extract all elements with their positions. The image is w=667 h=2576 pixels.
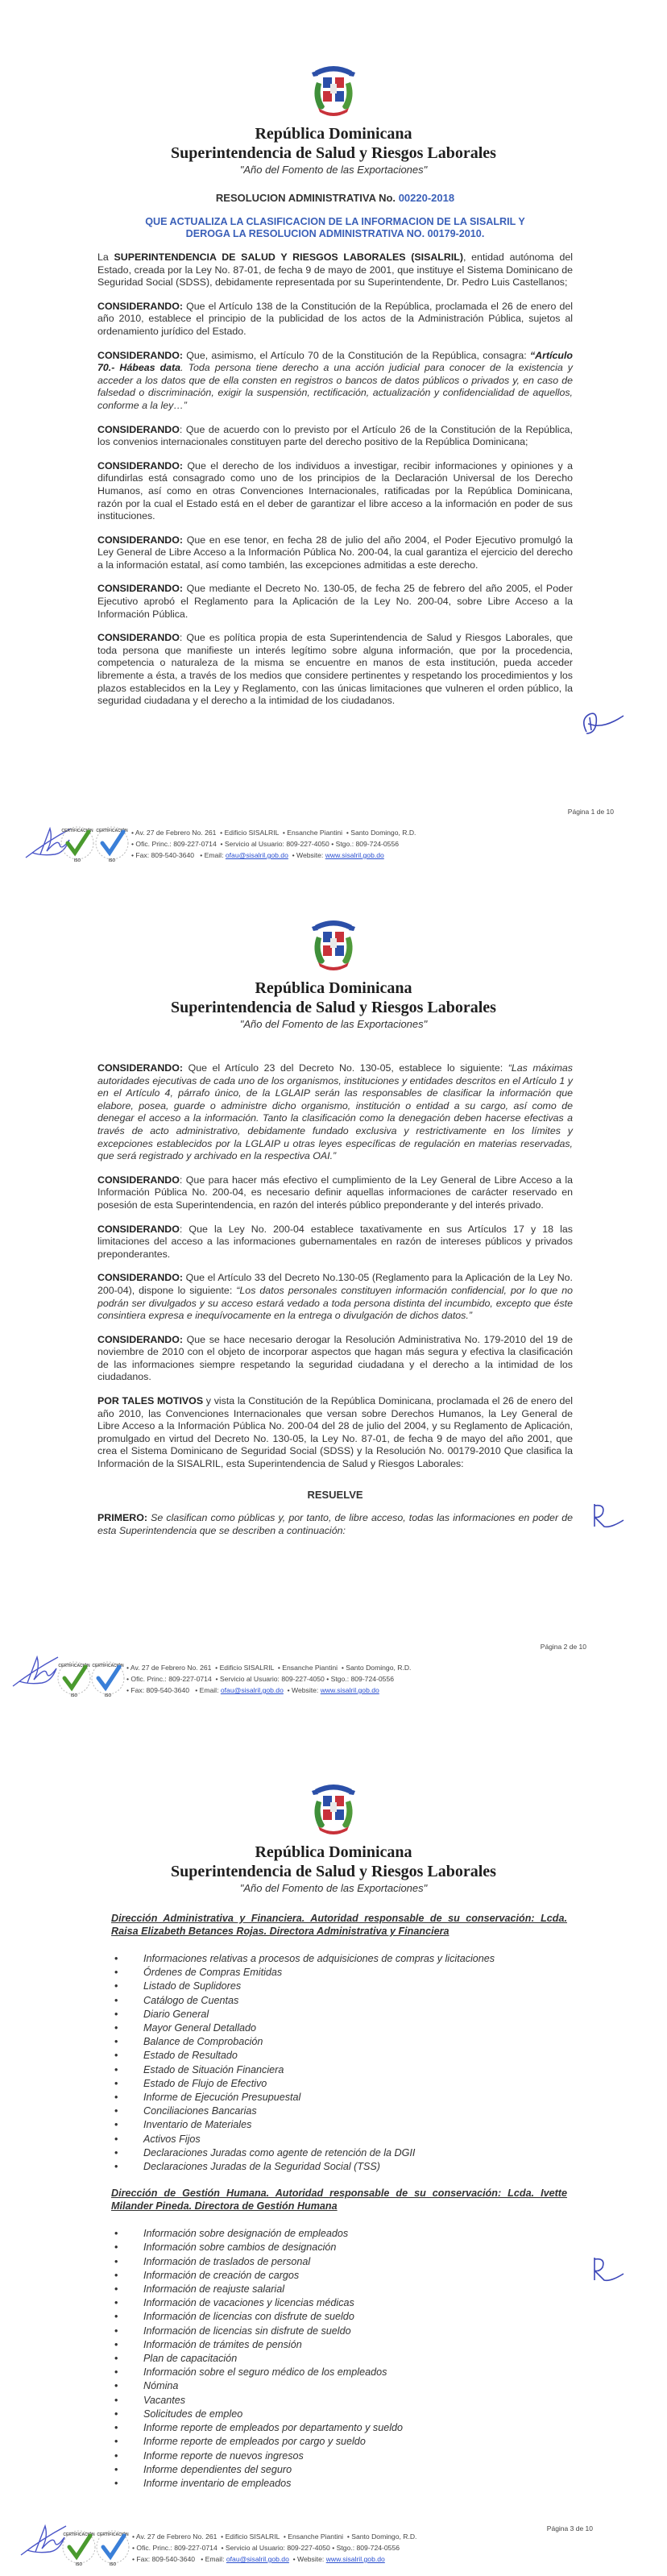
considerando-text: Que el Artículo 138 de la Constitución de la República, proclamada el 26 de enero del año 2010, establece el principio de la publicidad de los actos de la Administración Pública, sujetos al ordenamiento jurídico del Estado. xyxy=(97,300,573,337)
list-item: • Información de vacaciones y licencias médicas xyxy=(111,2296,567,2310)
considerando-paragraph xyxy=(97,301,573,339)
list-item: • Información de licencias con disfrute de sueldo xyxy=(111,2310,567,2324)
por-tales-motivos-paragraph xyxy=(97,1395,573,1471)
letterhead xyxy=(0,978,667,1032)
list-item: • Informe de Ejecución Presupuestal xyxy=(111,2091,567,2104)
address-building: Edificio SISALRIL xyxy=(225,2532,280,2541)
considerando-text: : Que es política propia de esta Superintendencia de Salud y Riesgos Laborales, que toda persona que manifieste un interés legítimo sobre alguna información, que por la procedencia, competencia o naturaleza de la misma se encuentre en manos de esta institución, pueda acceder libremente a ésta, a través de los medios que considere pertinentes y respetando los procedimientos y los plazos establecidos en la Ley y Reglamento, con las únicas limitaciones que vulneren el orden público, la seguridad ciudadana y el derecho a la intimidad de los ciudadanos. xyxy=(97,632,573,707)
motto: "Año del Fomento de las Exportaciones" xyxy=(239,1882,428,1894)
quote-heading: “Artículo 70.- Hábeas data xyxy=(97,349,573,374)
website-label: Website: xyxy=(292,1686,319,1694)
list-item: • Conciliaciones Bancarias xyxy=(111,2104,567,2118)
address-sector: Ensanche Piantini xyxy=(282,1664,338,1672)
intro-paragraph xyxy=(97,251,573,289)
contact-info xyxy=(132,2531,416,2565)
list-item: • Información de licencias sin disfrute de sueldo xyxy=(111,2325,567,2338)
list-item: • Activos Fijos xyxy=(111,2133,567,2146)
list-item: • Información de creación de cargos xyxy=(111,2269,567,2283)
page-number: Página 2 de 10 xyxy=(540,1643,586,1651)
address-sector: Ensanche Piantini xyxy=(288,2532,344,2541)
initials-signature-icon xyxy=(586,1499,627,1531)
considerando-text: : Que la Ley No. 200-04 establece taxativamente en sus Artículos 17 y 18 las limitaciones del acceso a las informaciones gubernamentales en razón de intereses públicos y privados preponderantes. xyxy=(97,1223,573,1260)
considerando-label: CONSIDERANDO: xyxy=(97,1062,184,1074)
primero-text: Se clasifican como públicas y, por tanto, de libre acceso, todas las informaciones en poder de esta Superintendencia que se describen a continuación: xyxy=(97,1512,573,1536)
address-sector: Ensanche Piantini xyxy=(287,829,343,837)
considerando-text: Que mediante el Decreto No. 130-05, de fecha 25 de febrero del año 2005, el Poder Ejecutivo aprobó el Reglamento para la Aplicación de la Ley No. 200-04, sobre Libre Acceso a la Información Pública. xyxy=(97,583,573,620)
list-item: • Balance de Comprobación xyxy=(111,2035,567,2049)
quote-text: “Los datos personales constituyen información confidencial, por lo que no podrán ser divulgados y su acceso estará vedado a toda persona distinta del incumbido, excepto que éste consintiera expresa e inequívocamente en la entrega o divulgación de dichos datos.” xyxy=(97,1284,573,1322)
list-item: • Informe dependientes del seguro xyxy=(111,2463,567,2477)
web-line: • Fax: 809-540-3640 • Email: ofau@sisalril.gob.do • Website: www.sisalril.gob.do xyxy=(131,851,384,859)
email-link[interactable]: ofau@sisalril.gob.do xyxy=(220,1686,284,1694)
quote-text: “Las máximas autoridades ejecutivas de cada uno de los organismos, instituciones y entidades descritos en el Artículo 1 y en el Artículo 4, párrafo único, de la LGLAIP serán las responsables de clasificar la información que elabore, posea, guarde o administre dicho organismo, institución o entidad a su cargo, así como de denegar el acceso a la información. Tanto la clasificación como la denegación deben hacerse efectivas a través de acto administrativo, debidamente fundado exclusiva y restrictivamente en los límites y excepciones establecidos por la LGLAIP u otras leyes específicas de regulación en materias reservadas, que será registrado y archivado en la respectiva OAI.” xyxy=(97,1062,573,1162)
list-item: • Información de reajuste salarial xyxy=(111,2283,567,2296)
por-tales-label: POR TALES MOTIVOS xyxy=(97,1395,204,1407)
considerando-text: Que el derecho de los individuos a investigar, recibir informaciones y opiniones y a difundirlas está consagrado como uno de los principios de la Declaración Universal de los Derecho Humanos, así como en otras Convenciones Internacionales, ratificadas por la República Dominicana, razón por la cual el Estado está en el deber de garantizar el libre acceso a la información en poder de sus instituciones. xyxy=(97,459,573,522)
phone-line: • Ofic. Princ.: 809-227-0714 • Servicio al Usuario: 809-227-4050 • Stgo.: 809-724-0556 xyxy=(132,2544,400,2552)
phone-stgo: Stgo.: 809-724-0556 xyxy=(335,840,399,848)
considerando-label: CONSIDERANDO: xyxy=(97,583,184,595)
address-city: Santo Domingo, R.D. xyxy=(350,829,416,837)
address-street: Av. 27 de Febrero No. 261 xyxy=(135,2532,218,2541)
website-link[interactable]: www.sisalril.gob.do xyxy=(325,2555,385,2563)
email-label: Email: xyxy=(205,2555,225,2563)
agency-title: Superintendencia de Salud y Riesgos Laborales xyxy=(171,999,496,1016)
list-item: • Información sobre el seguro médico de los empleados xyxy=(111,2366,567,2379)
website-label: Website: xyxy=(296,851,324,859)
phone-stgo: Stgo.: 809-724-0556 xyxy=(330,1675,394,1683)
resolution-label: RESOLUCION ADMINISTRATIVA No. xyxy=(215,192,396,204)
contact-info xyxy=(126,1662,411,1696)
list-item: • Información sobre cambios de designación xyxy=(111,2241,567,2254)
letterhead xyxy=(0,1843,667,1896)
list-item: • Solicitudes de empleo xyxy=(111,2408,567,2421)
list-item: • Vacantes xyxy=(111,2394,567,2408)
list-item: • Nómina xyxy=(111,2379,567,2393)
considerando-paragraph xyxy=(97,1062,573,1163)
considerando-paragraph xyxy=(97,583,573,621)
considerando-label: CONSIDERANDO: xyxy=(97,349,184,361)
page-1 xyxy=(0,0,667,870)
primero-label: PRIMERO: xyxy=(97,1512,147,1524)
considerando-paragraph xyxy=(97,534,573,572)
initials-signature-icon xyxy=(586,2253,627,2285)
address-city: Santo Domingo, R.D. xyxy=(346,1664,412,1672)
website-label: Website: xyxy=(297,2555,325,2563)
iso-27001-seal-icon xyxy=(94,824,130,864)
resolution-subtitle-2: DEROGA LA RESOLUCION ADMINISTRATIVA NO. 00179-2010. xyxy=(185,228,485,239)
phone-service: Servicio al Usuario: 809-227-4050 xyxy=(225,2544,330,2552)
primero-paragraph xyxy=(97,1512,573,1537)
website-link[interactable]: www.sisalril.gob.do xyxy=(320,1686,379,1694)
resolution-subtitle-1: QUE ACTUALIZA LA CLASIFICACION DE LA INFORMACION DE LA SISALRIL Y xyxy=(145,216,525,227)
intro-text: , entidad autónoma del Estado, creada por la Ley No. 87-01, de fecha 9 de mayo de 2001, que instituye el Sistema Dominicano de Seguridad Social (SDSS), debidamente representada por su Superintendente, Dr. Pedro Luis Castellanos; xyxy=(97,251,573,289)
list-item: • Estado de Resultado xyxy=(111,2049,567,2063)
section-heading-gestion-humana: Dirección de Gestión Humana. Autoridad responsable de su conservación: Lcda. Ivette Milander Pineda. Directora de Gestión Humana xyxy=(111,2188,567,2212)
phone-main: Ofic. Princ.: 809-227-0714 xyxy=(130,1675,212,1683)
considerando-paragraph xyxy=(97,1224,573,1261)
resolution-title xyxy=(97,192,573,205)
considerando-paragraph xyxy=(97,1174,573,1212)
iso-9001-seal-icon xyxy=(56,1659,92,1699)
list-gestion-humana xyxy=(111,2227,567,2491)
page-footer xyxy=(0,2512,667,2576)
page-1-body xyxy=(97,192,573,719)
list-item: • Informe reporte de empleados por departamento y sueldo xyxy=(111,2421,567,2435)
page-2 xyxy=(0,870,667,1725)
address-building: Edificio SISALRIL xyxy=(224,829,280,837)
address-building: Edificio SISALRIL xyxy=(219,1664,275,1672)
coat-of-arms-icon xyxy=(309,61,358,119)
web-line: • Fax: 809-540-3640 • Email: ofau@sisalril.gob.do • Website: www.sisalril.gob.do xyxy=(132,2555,385,2563)
phone-line: • Ofic. Princ.: 809-227-0714 • Servicio al Usuario: 809-227-4050 • Stgo.: 809-724-0556 xyxy=(126,1675,394,1683)
page-number: Página 3 de 10 xyxy=(546,2524,593,2532)
list-item: • Informe inventario de empleados xyxy=(111,2477,567,2491)
considerando-label: CONSIDERANDO xyxy=(97,1174,180,1186)
considerando-text: Que, asimismo, el Artículo 70 de la Constitución de la República, consagra: xyxy=(183,349,530,361)
fax: Fax: 809-540-3640 xyxy=(135,851,195,859)
website-link[interactable]: www.sisalril.gob.do xyxy=(325,851,384,859)
page-3-body xyxy=(111,1912,567,2503)
quote-text: . Toda persona tiene derecho a una acción judicial para conocer de la existencia y acceder a los datos que de ella consten en registros o bancos de datos públicos o privados y, en caso de falsedad o discriminación, exigir la suspensión, rectificación, actualización y confidencialidad de aquellos, conforme a la ley…” xyxy=(97,362,574,411)
considerando-label: CONSIDERANDO: xyxy=(97,534,184,546)
iso-9001-seal-icon xyxy=(61,2528,97,2568)
motto: "Año del Fomento de las Exportaciones" xyxy=(239,1018,428,1030)
considerando-paragraph xyxy=(97,424,573,449)
address-street: Av. 27 de Febrero No. 261 xyxy=(135,829,217,837)
address-city: Santo Domingo, R.D. xyxy=(351,2532,417,2541)
considerando-label: CONSIDERANDO: xyxy=(97,459,184,472)
considerando-paragraph xyxy=(97,350,573,413)
considerando-paragraph xyxy=(97,460,573,523)
considerando-text: : Que de acuerdo con lo previsto por el Artículo 26 de la Constitución de la República, los convenios internacionales constituyen parte del derecho positivo de la República Dominicana; xyxy=(97,423,573,448)
list-item: • Información de traslados de personal xyxy=(111,2255,567,2269)
considerando-paragraph xyxy=(97,1334,573,1384)
contact-info xyxy=(131,827,416,861)
address-street: Av. 27 de Febrero No. 261 xyxy=(130,1664,212,1672)
address-line: • Av. 27 de Febrero No. 261 • Edificio SISALRIL • Ensanche Piantini • Santo Domingo, R.D. xyxy=(131,829,416,837)
intro-entity: SUPERINTENDENCIA DE SALUD Y RIESGOS LABORALES (SISALRIL) xyxy=(114,251,463,263)
country-title: República Dominicana xyxy=(255,1843,412,1861)
fax: Fax: 809-540-3640 xyxy=(130,1686,190,1694)
iso-27001-seal-icon xyxy=(90,1659,126,1699)
address-line: • Av. 27 de Febrero No. 261 • Edificio SISALRIL • Ensanche Piantini • Santo Domingo, R.D. xyxy=(126,1664,412,1672)
phone-line: • Ofic. Princ.: 809-227-0714 • Servicio al Usuario: 809-227-4050 • Stgo.: 809-724-0556 xyxy=(131,840,399,848)
phone-main: Ofic. Princ.: 809-227-0714 xyxy=(136,2544,218,2552)
agency-title: Superintendencia de Salud y Riesgos Laborales xyxy=(171,144,496,162)
list-item: • Informaciones relativas a procesos de adquisiciones de compras y licitaciones xyxy=(111,1952,567,1966)
considerando-label: CONSIDERANDO xyxy=(97,632,180,644)
considerando-paragraph xyxy=(97,1272,573,1322)
email-link[interactable]: ofau@sisalril.gob.do xyxy=(226,2555,289,2563)
considerando-paragraph xyxy=(97,632,573,708)
list-administrativa xyxy=(111,1952,567,2174)
phone-service: Servicio al Usuario: 809-227-4050 xyxy=(219,1675,325,1683)
section-heading-administrativa: Dirección Administrativa y Financiera. Autoridad responsable de su conservación: Lcda. Raisa Elizabeth Betances Rojas. Directora Administrativa y Financiera xyxy=(111,1913,567,1937)
email-link[interactable]: ofau@sisalril.gob.do xyxy=(225,851,288,859)
list-item: • Mayor General Detallado xyxy=(111,2021,567,2035)
country-title: República Dominicana xyxy=(255,979,412,997)
page-footer xyxy=(0,1635,667,1699)
considerando-text: Que se hace necesario derogar la Resolución Administrativa No. 179-2010 del 19 de noviembre de 2010 con el objeto de incorporar aspectos que hagan más segura y efectiva la clasificación de las informaciones siempre respetando la seguridad ciudadana y el derecho a la intimidad de los ciudadanos. xyxy=(97,1333,573,1383)
list-item: • Estado de Situación Financiera xyxy=(111,2063,567,2077)
considerando-text: : Que para hacer más efectivo el cumplimiento de la Ley General de Libre Acceso a la Información Pública No. 200-04, es necesario definir aquellas informaciones de carácter reservado en posesión de esta Superintendencia, en razón del interés público preponderante y del interés privado. xyxy=(97,1174,573,1211)
list-item: • Declaraciones Juradas como agente de retención de la DGII xyxy=(111,2146,567,2160)
por-tales-text: y vista la Constitución de la República Dominicana, proclamada el 26 de enero del año 2010, las Convenciones Internacionales que versan sobre Derechos Humanos, la Ley General de Libre Acceso a la Información Pública No. 200-04 del 28 de julio del 2004, y su Reglamento de Aplicación, promulgado en virtud del Decreto No. 130-05, la Ley No. 87-01, de fecha 9 de mayo del año 2001, que crea el Sistema Dominicano de Seguridad Social (SDSS) y la Resolución No. 00179-2010 Que clasifica la Información de la SISALRIL, esta Superintendencia de Salud y Riesgos Laborales: xyxy=(97,1395,573,1470)
intro-prefix: La xyxy=(97,251,114,263)
initials-signature-icon xyxy=(578,709,627,742)
list-item: • Órdenes de Compras Emitidas xyxy=(111,1966,567,1980)
phone-stgo: Stgo.: 809-724-0556 xyxy=(336,2544,400,2552)
list-item: • Información sobre designación de empleados xyxy=(111,2227,567,2241)
considerando-label: CONSIDERANDO: xyxy=(97,1272,184,1284)
considerando-label: CONSIDERANDO: xyxy=(97,1333,184,1345)
page-number: Página 1 de 10 xyxy=(567,808,614,816)
phone-main: Ofic. Princ.: 809-227-0714 xyxy=(135,840,217,848)
list-item: • Inventario de Materiales xyxy=(111,2118,567,2132)
coat-of-arms-icon xyxy=(309,916,358,974)
list-item: • Información de trámites de pensión xyxy=(111,2338,567,2352)
web-line: • Fax: 809-540-3640 • Email: ofau@sisalril.gob.do • Website: www.sisalril.gob.do xyxy=(126,1686,379,1694)
list-item: • Estado de Flujo de Efectivo xyxy=(111,2077,567,2091)
iso-9001-seal-icon xyxy=(60,824,95,864)
email-label: Email: xyxy=(204,851,224,859)
considerando-text: Que en ese tenor, en fecha 28 de julio del año 2004, el Poder Ejecutivo promulgó la Ley General de Libre Acceso a la Información Pública No. 200-04, la cual garantiza el ejercicio del derecho a la información estatal, así como también, las excepciones admitidas a este derecho. xyxy=(97,534,573,571)
iso-27001-seal-icon xyxy=(95,2528,130,2568)
list-item: • Plan de capacitación xyxy=(111,2352,567,2366)
list-item: • Catálogo de Cuentas xyxy=(111,1994,567,2008)
list-item: • Informe reporte de empleados por cargo y sueldo xyxy=(111,2435,567,2449)
page-footer xyxy=(0,806,667,870)
phone-service: Servicio al Usuario: 809-227-4050 xyxy=(224,840,329,848)
page-3 xyxy=(0,1725,667,2576)
fax: Fax: 809-540-3640 xyxy=(136,2555,196,2563)
motto: "Año del Fomento de las Exportaciones" xyxy=(239,164,428,176)
considerando-text: Que el Artículo 33 del Decreto No.130-05 (Reglamento para la Aplicación de la Ley No. 200-04), dispone lo siguiente: xyxy=(97,1272,573,1296)
page-2-body xyxy=(97,1062,573,1548)
email-label: Email: xyxy=(199,1686,219,1694)
considerando-label: CONSIDERANDO xyxy=(97,1223,180,1235)
resuelve-heading: RESUELVE xyxy=(307,1488,363,1501)
considerando-label: CONSIDERANDO xyxy=(97,423,180,435)
resolution-number: 00220-2018 xyxy=(398,192,455,204)
coat-of-arms-icon xyxy=(309,1780,358,1838)
considerando-text: Que el Artículo 23 del Decreto No. 130-05, establece lo siguiente: xyxy=(183,1062,508,1074)
list-item: • Informe reporte de nuevos ingresos xyxy=(111,2449,567,2463)
address-line: • Av. 27 de Febrero No. 261 • Edificio SISALRIL • Ensanche Piantini • Santo Domingo, R.D. xyxy=(132,2532,417,2541)
list-item: • Declaraciones Juradas de la Seguridad Social (TSS) xyxy=(111,2160,567,2174)
letterhead xyxy=(0,124,667,177)
agency-title: Superintendencia de Salud y Riesgos Laborales xyxy=(171,1863,496,1880)
list-item: • Listado de Suplidores xyxy=(111,1980,567,1993)
list-item: • Diario General xyxy=(111,2008,567,2021)
country-title: República Dominicana xyxy=(255,125,412,143)
considerando-label: CONSIDERANDO: xyxy=(97,300,184,312)
